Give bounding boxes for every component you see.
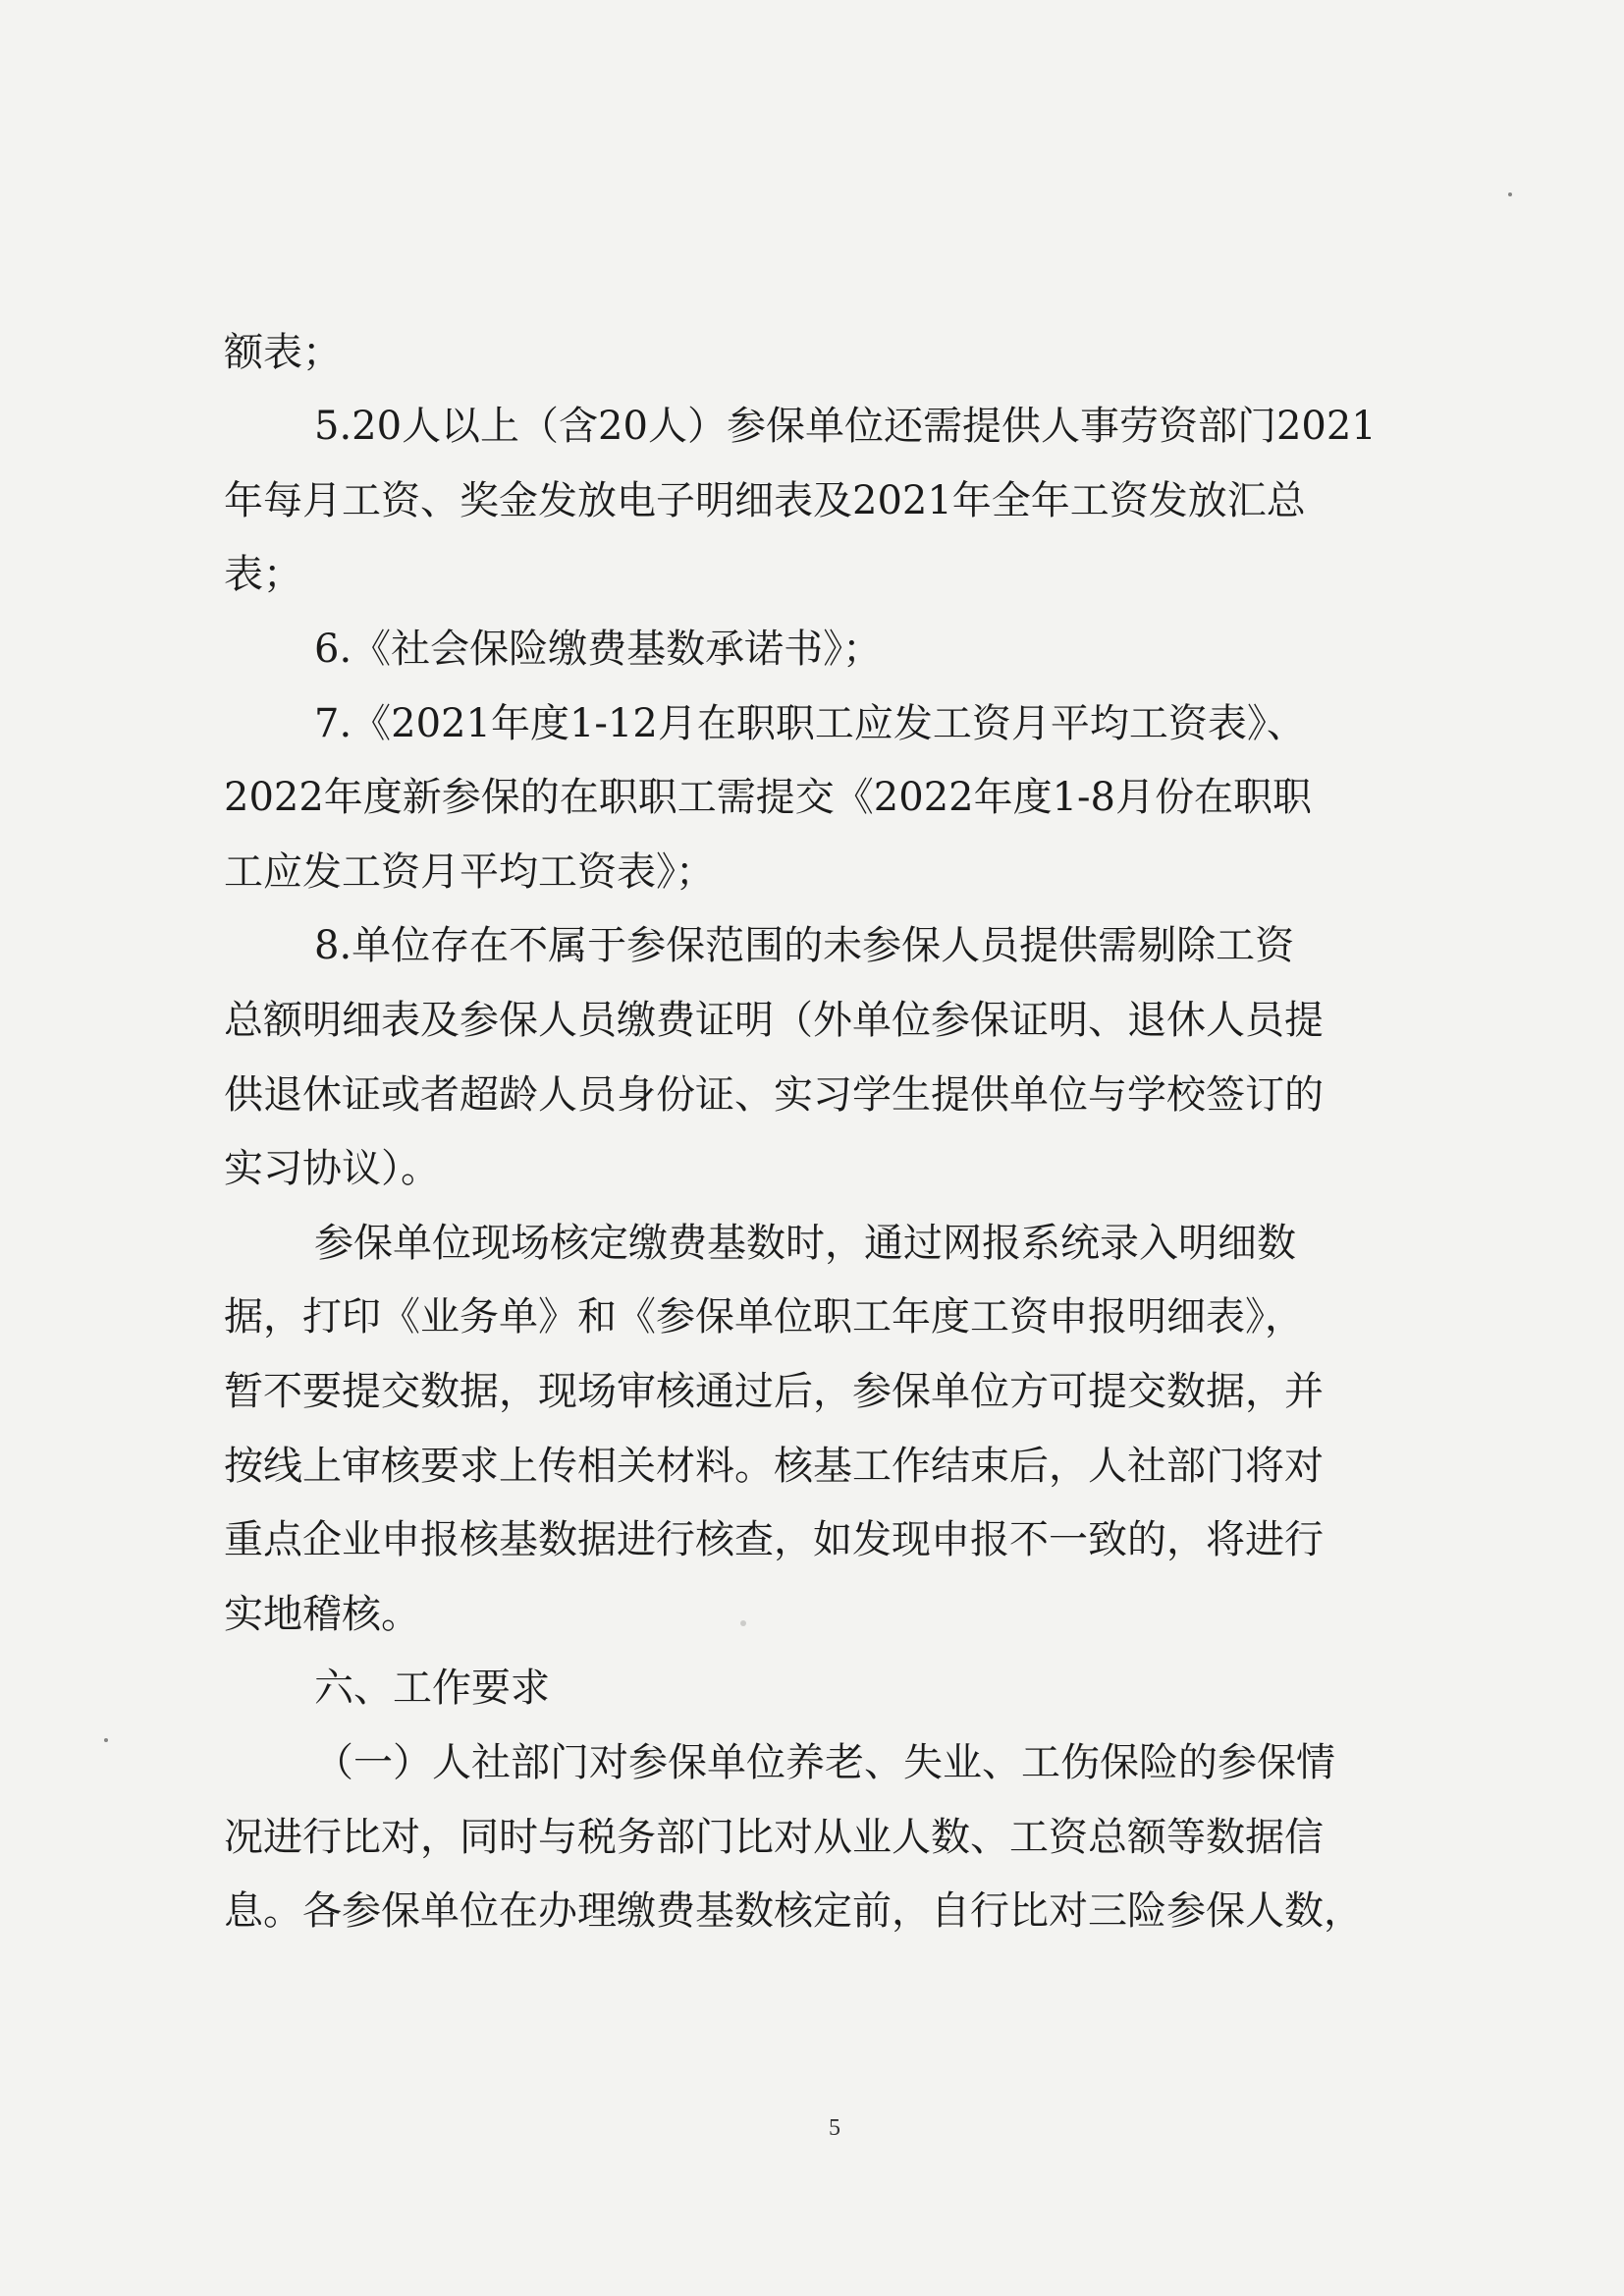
text-line: 总额明细表及参保人员缴费证明（外单位参保证明、退休人员提 — [224, 998, 1324, 1043]
text-line: 暂不要提交数据，现场审核通过后，参保单位方可提交数据，并 — [224, 1369, 1324, 1414]
text-line: 按线上审核要求上传相关材料。核基工作结束后，人社部门将对 — [224, 1444, 1324, 1489]
text-line: 额表； — [224, 330, 342, 375]
text-line: 2022年度新参保的在职职工需提交《2022年度1-8月份在职职 — [224, 775, 1313, 820]
section-heading: 六、工作要求 — [314, 1666, 550, 1711]
text-line: 工应发工资月平均工资表》； — [224, 849, 715, 895]
text-line: 据，打印《业务单》和《参保单位职工年度工资申报明细表》， — [224, 1294, 1304, 1339]
text-line: 年每月工资、奖金发放电子明细表及2021年全年工资发放汇总 — [224, 478, 1306, 523]
text-line: 实习协议）。 — [224, 1146, 440, 1191]
text-line: 7.《2021年度1-12月在职职工应发工资月平均工资表》、 — [314, 701, 1306, 746]
text-line: 重点企业申报核基数据进行核查，如发现申报不一致的，将进行 — [224, 1517, 1324, 1562]
text-line: 供退休证或者超龄人员身份证、实习学生提供单位与学校签订的 — [224, 1072, 1324, 1118]
text-line: （一）人社部门对参保单位养老、失业、工伤保险的参保情 — [314, 1740, 1335, 1785]
scan-speck — [1508, 192, 1512, 196]
text-line: 实地稽核。 — [224, 1592, 420, 1637]
text-line: 况进行比对，同时与税务部门比对从业人数、工资总额等数据信 — [224, 1815, 1324, 1860]
text-line: 8.单位存在不属于参保范围的未参保人员提供需剔除工资 — [314, 923, 1295, 968]
text-line: 表； — [224, 552, 302, 597]
text-line: 6.《社会保险缴费基数承诺书》； — [314, 627, 883, 672]
page-number: 5 — [829, 2115, 840, 2141]
scan-speck — [104, 1738, 108, 1742]
bleed-through-text — [0, 287, 1624, 328]
text-line: 参保单位现场核定缴费基数时，通过网报系统录入明细数 — [314, 1221, 1296, 1266]
text-line: 5.20人以上（含20人）参保单位还需提供人事劳资部门2021 — [314, 404, 1377, 449]
text-line: 息。各参保单位在办理缴费基数核定前，自行比对三险参保人数， — [224, 1888, 1363, 1934]
